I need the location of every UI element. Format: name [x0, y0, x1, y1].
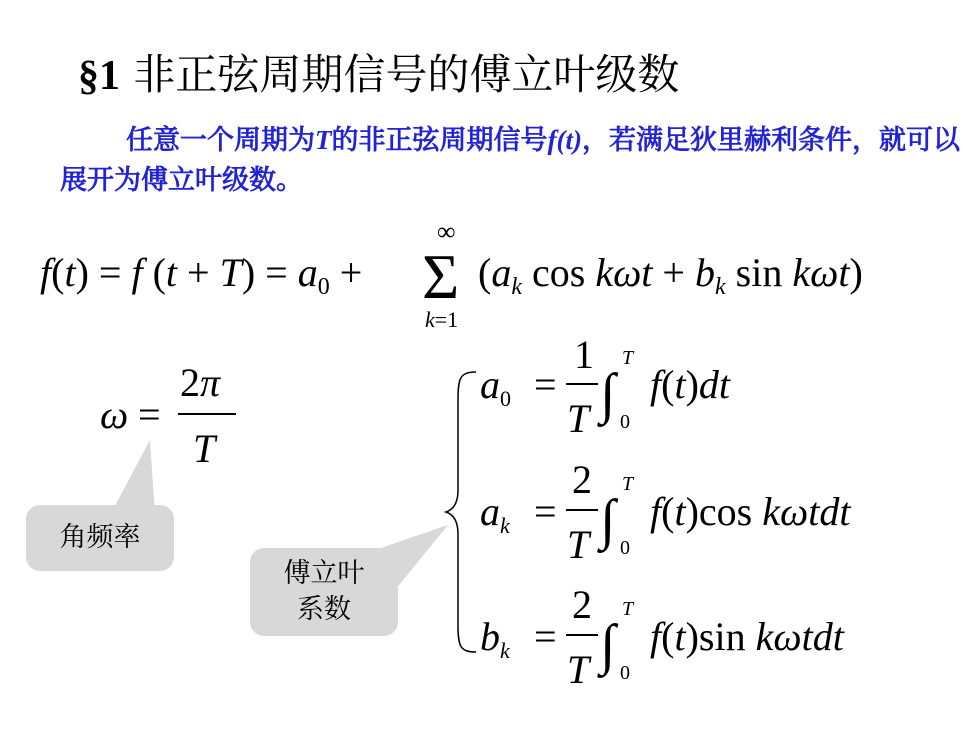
svg-text:∫: ∫ [600, 489, 616, 551]
omega-denominator: T [193, 426, 216, 471]
intro-part2: 的非正弦周期信号 [331, 125, 548, 156]
intro-part1: 任意一个周期为 [126, 125, 315, 156]
omega-formula [100, 360, 236, 471]
a0-formula [480, 332, 731, 441]
omega-symbol: ω [100, 392, 129, 437]
angular-frequency-label: 角频率 [59, 522, 141, 553]
coefficient-callout [250, 548, 398, 636]
svg-text:0: 0 [620, 662, 630, 684]
svg-text:0: 0 [620, 411, 630, 433]
section-number: §1 [78, 53, 120, 99]
svg-text:f(t)sin kωtdt: f(t)sin kωtdt [650, 614, 844, 659]
sum-upper-limit: ∞ [437, 217, 456, 246]
svg-text:T: T [567, 647, 590, 692]
svg-text:ak: $a_k$ [480, 489, 510, 538]
sum-symbol: Σ [422, 241, 460, 312]
coefficient-label-line1: 傅立叶 [283, 558, 365, 589]
svg-text:T: T [622, 598, 634, 620]
svg-text:∫: ∫ [600, 363, 616, 425]
svg-text:=: = [534, 362, 557, 407]
svg-text:2: 2 [572, 457, 592, 502]
sum-lower-limit: k=1 [425, 307, 459, 332]
svg-text:bk: $b_k$ [480, 614, 510, 663]
left-brace [446, 372, 476, 652]
svg-text:T: T [567, 396, 590, 441]
svg-text:=: = [534, 489, 557, 534]
title-text: 非正弦周期信号的傅立叶级数 [133, 50, 680, 99]
svg-text:T: T [567, 522, 590, 567]
svg-text:T: T [622, 347, 634, 369]
svg-text:=: = [534, 614, 557, 659]
svg-text:∫: ∫ [600, 614, 616, 676]
intro-period-symbol: T [315, 125, 332, 155]
angular-frequency-callout [26, 505, 174, 571]
svg-text:a0: $a_0$ [480, 362, 511, 411]
svg-text:0: 0 [620, 537, 630, 559]
main-formula [40, 217, 863, 332]
svg-text:2: 2 [572, 582, 592, 627]
angular-frequency-callout-tail [110, 440, 155, 515]
svg-text:f(t)cos kωtdt: f(t)cos kωtdt [650, 489, 851, 534]
omega-equals: = [138, 392, 161, 437]
svg-text:1: 1 [574, 332, 594, 377]
main-formula-lhs: f(t) = f $(t + T) = a_0$ + [40, 250, 363, 300]
svg-text:T: T [622, 473, 634, 495]
bk-formula [480, 582, 845, 692]
intro-signal-symbol: f(t) [547, 125, 582, 155]
ak-formula [480, 457, 851, 567]
main-formula-rhs: ($a_k$ $\cos k\omega t + b_k$ sin kωt) [478, 250, 863, 300]
intro-part3: ，若满足狄里赫利条件，就可以展开为傅立叶级数。 [60, 125, 960, 196]
omega-numerator: 2π [180, 360, 221, 405]
svg-text:f(t)dt: f(t)dt [650, 362, 731, 407]
coefficient-label-line2: 系数 [297, 594, 351, 625]
